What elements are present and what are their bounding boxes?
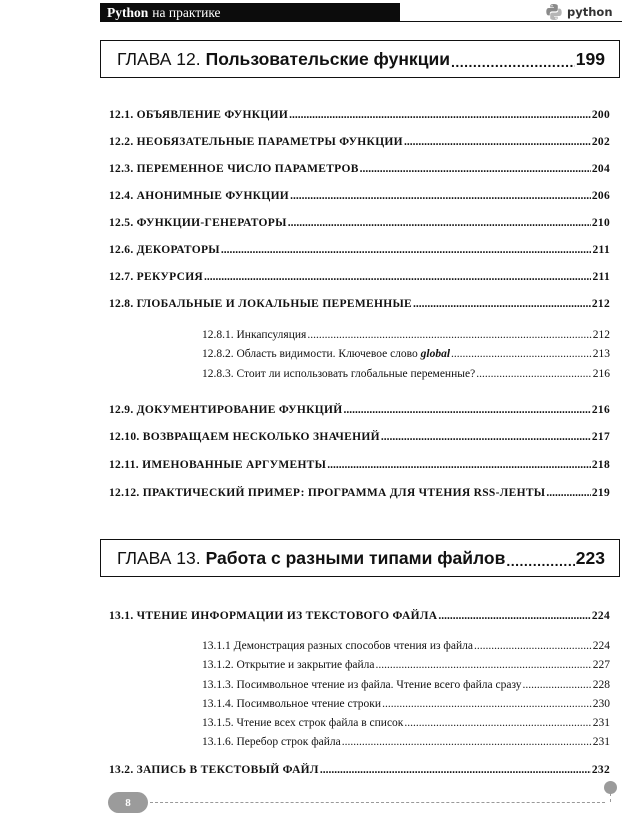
toc-entry-label: 12.5. ФУНКЦИИ-ГЕНЕРАТОРЫ [109,217,287,229]
toc-subentry-label: 13.1.2. Открытие и закрытие файла [202,659,375,671]
toc-subentry-label: 13.1.6. Перебор строк файла [202,736,341,748]
toc-subentry-label: 12.8.1. Инкапсуляция [202,329,307,341]
toc-entry [109,459,610,471]
leader-dots [546,487,590,499]
page-number-badge [108,792,148,813]
toc-subentry [202,659,610,671]
toc-entry [109,136,610,148]
toc-entry-label: 12.9. ДОКУМЕНТИРОВАНИЕ ФУНКЦИЙ [109,404,343,416]
toc-subentry [202,368,610,380]
toc-subentry-page: 224 [592,640,610,652]
book-subtitle: на практике [152,4,221,20]
leader-dots [320,764,591,776]
leader-dots [290,190,591,202]
keyword-global: global [420,348,451,360]
toc-subentry-page: 216 [592,368,610,380]
toc-subentry-label [202,348,450,360]
toc-subentry-page: 231 [592,736,610,748]
chapter-title: Работа с разными типами файлов [205,547,506,568]
toc-entry-page: 224 [591,610,610,622]
chapter-page: 199 [575,48,605,69]
toc-entry-page: 210 [591,217,610,229]
toc-subentry-label: 13.1.4. Посимвольное чтение строки [202,698,382,710]
toc-entry [109,404,610,416]
toc-entry [109,163,610,175]
leader-dots [221,244,592,256]
toc-subentry [202,640,610,652]
toc-subentry [202,736,610,748]
toc-subentry [202,698,610,710]
leader-dots [474,640,592,652]
leader-dots [381,431,591,443]
book-brand: Python [107,4,149,20]
toc-entry [109,764,610,776]
toc-entry-page: 218 [591,459,610,471]
toc-entry-page: 211 [592,271,610,283]
page-number: 8 [125,796,131,809]
leader-dots [404,717,591,729]
leader-dots [376,659,592,671]
toc-subentry-label: 13.1.3. Посимвольное чтение из файла. Чтение всего файла сразу [202,679,522,691]
leader-dots [327,459,591,471]
toc-entry-label: 13.1. ЧТЕНИЕ ИНФОРМАЦИИ ИЗ ТЕКСТОВОГО ФАЙЛА [109,610,438,622]
toc-entry-label: 12.2. НЕОБЯЗАТЕЛЬНЫЕ ПАРАМЕТРЫ ФУНКЦИИ [109,136,403,148]
toc-entry-page: 204 [591,163,610,175]
chapter-heading [100,539,620,577]
toc-subentry-page: 227 [592,659,610,671]
toc-subentry-label: 13.1.5. Чтение всех строк файла в список [202,717,404,729]
leader-dots [476,368,592,380]
toc-entry [109,431,610,443]
toc-entry-page: 200 [591,109,610,121]
toc-entry [109,271,610,283]
toc-entry-page: 202 [591,136,610,148]
toc-entry-page: 211 [592,244,610,256]
leader-dots [360,163,591,175]
toc-entry-label: 12.11. ИМЕНОВАННЫЕ АРГУМЕНТЫ [109,459,327,471]
toc-entry-label: 13.2. ЗАПИСЬ В ТЕКСТОВЫЙ ФАЙЛ [109,764,319,776]
toc-entry-label: 12.6. ДЕКОРАТОРЫ [109,244,220,256]
toc-entry-page: 232 [591,764,610,776]
toc-entry-page: 217 [591,431,610,443]
chapter-number: ГЛАВА 12. [117,48,201,69]
toc-entry [109,610,610,622]
footer-dot-ornament [604,781,617,794]
toc-entry [109,298,610,310]
leader-dots [523,679,592,691]
python-logo [545,3,613,21]
running-header [100,3,400,22]
leader-dots [342,736,592,748]
toc-entry-page: 219 [591,487,610,499]
toc-subentry [202,329,610,341]
leader-dots [404,136,591,148]
toc-entry-page: 216 [591,404,610,416]
leader-dots [451,348,592,360]
footer-dashed-stem [610,793,611,802]
python-logo-text: python [567,5,613,19]
chapter-number: ГЛАВА 13. [117,547,201,568]
toc-entry-label: 12.7. РЕКУРСИЯ [109,271,204,283]
toc-entry-page: 212 [591,298,610,310]
toc-subentry-label: 12.8.3. Стоит ли использовать глобальные переменные? [202,368,476,380]
toc-subentry-label: 13.1.1 Демонстрация разных способов чтения из файла [202,640,473,652]
toc-entry [109,109,610,121]
toc-entry-label: 12.1. ОБЪЯВЛЕНИЕ ФУНКЦИИ [109,109,289,121]
leader-dots [413,298,591,310]
chapter-title: Пользовательские функции [205,48,450,69]
chapter-heading [100,40,620,78]
leader-dots [204,271,591,283]
toc-entry-label: 12.12. ПРАКТИЧЕСКИЙ ПРИМЕР: ПРОГРАММА ДЛЯ ЧТЕНИЯ RSS-ЛЕНТЫ [109,487,546,499]
leader-dots [307,329,591,341]
leader-dots [289,109,591,121]
toc-subentry-text: 12.8.2. Область видимости. Ключевое слово [202,348,418,360]
toc-entry [109,244,610,256]
footer-dashed-rule [150,802,605,803]
toc-subentry-page: 231 [592,717,610,729]
toc-entry [109,487,610,499]
toc-subentry-page: 230 [592,698,610,710]
toc-subentry-page: 212 [592,329,610,341]
toc-entry-label: 12.3. ПЕРЕМЕННОЕ ЧИСЛО ПАРАМЕТРОВ [109,163,359,175]
toc-entry [109,217,610,229]
toc-entry-page: 206 [591,190,610,202]
leader-dots [288,217,591,229]
toc-subentry [202,348,610,360]
toc-subentry [202,679,610,691]
leader-dots [438,610,591,622]
chapter-leader-dots [451,55,575,77]
leader-dots [344,404,591,416]
header-rule [400,21,622,22]
toc-subentry [202,717,610,729]
chapter-page: 223 [575,547,605,568]
toc-entry [109,190,610,202]
toc-entry-label: 12.4. АНОНИМНЫЕ ФУНКЦИИ [109,190,290,202]
python-logo-icon [545,3,563,21]
toc-entry-label: 12.10. ВОЗВРАЩАЕМ НЕСКОЛЬКО ЗНАЧЕНИЙ [109,431,380,443]
chapter-leader-dots [506,554,574,576]
toc-entry-label: 12.8. ГЛОБАЛЬНЫЕ И ЛОКАЛЬНЫЕ ПЕРЕМЕННЫЕ [109,298,413,310]
leader-dots [382,698,592,710]
toc-subentry-page: 228 [592,679,610,691]
toc-subentry-page: 213 [592,348,610,360]
